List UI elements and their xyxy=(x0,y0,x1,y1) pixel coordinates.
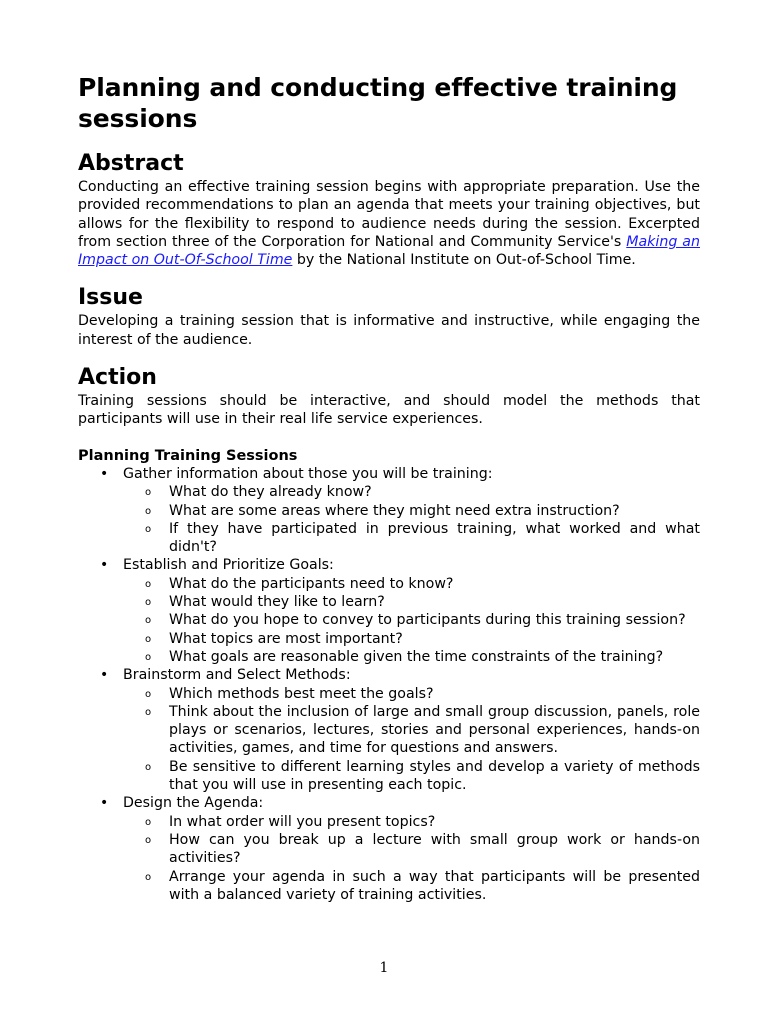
sub-list-item xyxy=(123,593,700,611)
bullet-icon: • xyxy=(100,795,109,812)
issue-heading: Issue xyxy=(78,285,143,311)
sub-list-item-text: What topics are most important? xyxy=(169,630,403,647)
list-item-label: Brainstorm and Select Methods: xyxy=(123,667,351,684)
sub-list-item-text: Which methods best meet the goals? xyxy=(169,685,434,702)
document-body xyxy=(78,72,700,904)
sub-list-item xyxy=(123,483,700,501)
circle-bullet-icon: o xyxy=(145,633,152,645)
page-number: 1 xyxy=(379,960,389,976)
sub-list-item-text: How can you break up a lecture with small group work or hands-on activities? xyxy=(169,831,700,867)
planning-subheading: Planning Training Sessions xyxy=(78,447,298,464)
bullet-icon: • xyxy=(100,557,109,574)
sub-list-item-text: Think about the inclusion of large and small group discussion, panels, role plays or scenarios, lectures, stories and personal experiences, hands-on activities, games, and time for questions and answers. xyxy=(169,703,700,757)
circle-bullet-icon: o xyxy=(145,597,152,609)
circle-bullet-icon: o xyxy=(145,688,152,700)
issue-paragraph: Developing a training session that is informative and instructive, while engaging the interest of the audience. xyxy=(78,313,700,348)
sub-list-item-text: What goals are reasonable given the time constraints of the training? xyxy=(169,648,664,665)
sub-list-item-text: What are some areas where they might need extra instruction? xyxy=(169,502,620,519)
sub-list-item xyxy=(123,502,700,520)
planning-list xyxy=(78,465,700,904)
bullet-icon: • xyxy=(100,667,109,684)
sub-list-item xyxy=(123,831,700,868)
list-item xyxy=(78,465,700,556)
abstract-text-before: Conducting an effective training session begins with appropriate preparation. Use the provided recommendations to plan an agenda that meets your training objectives, but allows for the flexibility to respond to audience needs during the session. Excerpted from section three of the Corporation for National and Community Service's xyxy=(78,179,700,250)
source-link[interactable]: Making an Impact on Out-Of-School Time xyxy=(78,233,700,269)
sub-list xyxy=(123,483,700,556)
circle-bullet-icon: o xyxy=(145,834,152,846)
circle-bullet-icon: o xyxy=(145,615,152,627)
sub-list-item xyxy=(123,813,700,831)
sub-list-item xyxy=(123,758,700,795)
circle-bullet-icon: o xyxy=(145,578,152,590)
circle-bullet-icon: o xyxy=(145,706,152,718)
sub-list xyxy=(123,813,700,904)
circle-bullet-icon: o xyxy=(145,761,152,773)
sub-list-item xyxy=(123,611,700,629)
circle-bullet-icon: o xyxy=(145,523,152,535)
list-item-label: Design the Agenda: xyxy=(123,795,264,812)
sub-list xyxy=(123,685,700,795)
circle-bullet-icon: o xyxy=(145,871,152,883)
list-item xyxy=(78,794,700,904)
action-heading: Action xyxy=(78,365,157,391)
sub-list-item xyxy=(123,703,700,758)
abstract-heading: Abstract xyxy=(78,151,184,176)
sub-list-item-text: What do you hope to convey to participants during this training session? xyxy=(169,612,686,629)
circle-bullet-icon: o xyxy=(145,816,152,828)
sub-list-item xyxy=(123,575,700,593)
sub-list-item-text: Be sensitive to different learning styles and develop a variety of methods that you will use in presenting each topic. xyxy=(169,758,700,794)
list-item-label: Establish and Prioritize Goals: xyxy=(123,557,334,574)
sub-list xyxy=(123,575,700,666)
sub-list-item xyxy=(123,520,700,557)
sub-list-item-text: What do they already know? xyxy=(169,484,372,501)
sub-list-item-text: If they have participated in previous training, what worked and what didn't? xyxy=(169,520,700,556)
document-title: Planning and conducting effective training sessions xyxy=(78,73,678,133)
sub-list-item xyxy=(123,685,700,703)
sub-list-item-text: In what order will you present topics? xyxy=(169,813,436,830)
circle-bullet-icon: o xyxy=(145,505,152,517)
circle-bullet-icon: o xyxy=(145,651,152,663)
action-paragraph: Training sessions should be interactive, and should model the methods that participants will use in their real life service experiences. xyxy=(78,393,700,428)
sub-list-item xyxy=(123,630,700,648)
list-item xyxy=(78,666,700,794)
list-item-label: Gather information about those you will be training: xyxy=(123,465,493,482)
circle-bullet-icon: o xyxy=(145,487,152,499)
sub-list-item-text: What would they like to learn? xyxy=(169,594,385,611)
abstract-paragraph xyxy=(78,178,700,269)
sub-list-item xyxy=(123,868,700,905)
sub-list-item-text: Arrange your agenda in such a way that participants will be presented with a balanced variety of training activities. xyxy=(169,868,700,903)
list-item xyxy=(78,556,700,666)
bullet-icon: • xyxy=(100,465,109,482)
abstract-text-after: by the National Institute on Out-of-School Time. xyxy=(292,252,636,269)
sub-list-item-text: What do the participants need to know? xyxy=(169,575,454,592)
sub-list-item xyxy=(123,648,700,666)
